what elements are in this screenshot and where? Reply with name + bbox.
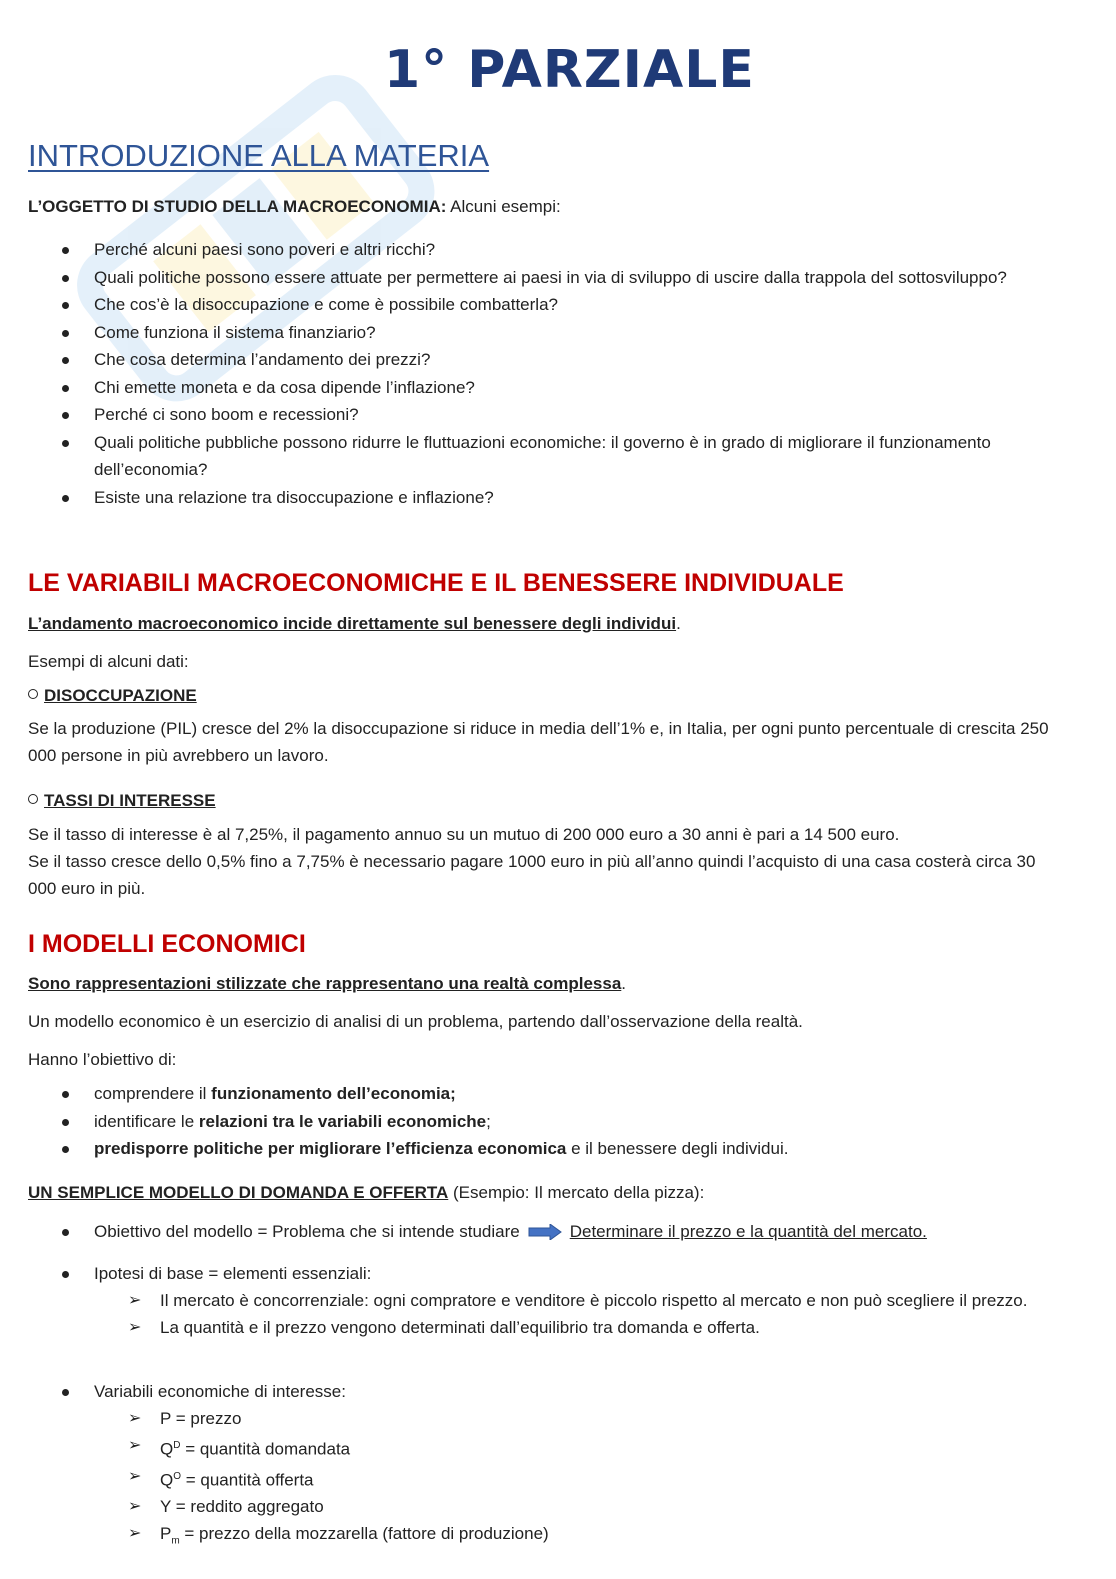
tassi-text-1: Se il tasso di interesse è al 7,25%, il pagamento annuo su un mutuo di 200 000 euro a 30 anni è pari a 14 500 euro. <box>28 825 900 844</box>
arrowhead-bullet-icon: ➢ <box>128 1525 142 1543</box>
examples-label: Esempi di alcuni dati: <box>28 652 189 671</box>
section-heading-variabili: LE VARIABILI MACROECONOMICHE E IL BENESSERE INDIVIDUALE <box>28 569 844 597</box>
list-item: Esiste una relazione tra disoccupazione e inflazione? <box>28 484 1028 512</box>
questions-list <box>28 236 1028 511</box>
list-item <box>28 1463 1068 1494</box>
model-heading <box>28 1179 704 1206</box>
section3-lead-end: . <box>621 974 627 993</box>
list-item <box>28 1432 1068 1463</box>
section3-lead <box>28 970 626 997</box>
list-item: Che cos’è la disoccupazione e come è possibile combatterla? <box>28 291 1028 319</box>
arrowhead-bullet-icon: ➢ <box>128 1498 142 1516</box>
variable-symbol: Q <box>160 1439 174 1459</box>
list-item: Quali politiche possono essere attuate per permettere ai paesi in via di sviluppo di uscire dalla trappola del sottosviluppo? <box>28 264 1028 292</box>
variable-text: = prezzo della mozzarella (fattore di produzione) <box>179 1524 549 1544</box>
list-item: Variabili economiche di interesse: <box>28 1378 1068 1406</box>
page-title: 1° PARZIALE <box>384 40 755 100</box>
arrowhead-bullet-icon: ➢ <box>128 1467 142 1485</box>
disoccupazione-text: Se la produzione (PIL) cresce del 2% la disoccupazione si riduce in media dell’1% e, in Italia, per ogni punto percentuale di crescita 250 000 persone in più avrebbero un lavoro. <box>28 719 1049 765</box>
section2-lead-end: . <box>676 614 681 633</box>
hypothesis-text: La quantità e il prezzo vengono determinati dall’equilibrio tra domanda e offerta. <box>160 1318 760 1337</box>
goal-text: e il benessere degli individui. <box>566 1139 789 1158</box>
subsection-disoccupazione <box>28 682 197 709</box>
list-item <box>28 1080 1028 1108</box>
list-item: Perché alcuni paesi sono poveri e altri ricchi? <box>28 236 1028 264</box>
list-item: Perché ci sono boom e recessioni? <box>28 401 1028 429</box>
list-item: Quali politiche pubbliche possono ridurre le fluttuazioni economiche: il governo è in grado di migliorare il funzionamento dell’economia? <box>28 429 1028 484</box>
hypothesis-text: Il mercato è concorrenziale: ogni compratore e venditore è piccolo rispetto al mercato e non può scegliere il prezzo. <box>160 1291 1028 1310</box>
goal-text: comprendere il <box>94 1084 212 1103</box>
variable-symbol: Q <box>160 1470 174 1490</box>
section2-lead <box>28 610 681 637</box>
variable-text: P = prezzo <box>160 1409 242 1428</box>
objective-target: Determinare il prezzo e la quantità del mercato. <box>569 1222 927 1241</box>
arrowhead-bullet-icon: ➢ <box>128 1319 142 1336</box>
variable-superscript: O <box>173 1470 182 1482</box>
intro-rest: Alcuni esempi: <box>446 197 561 216</box>
variable-symbol: P <box>160 1524 172 1544</box>
list-item <box>28 1405 1068 1432</box>
arrowhead-bullet-icon: ➢ <box>128 1437 142 1454</box>
goal-text: identificare le <box>94 1111 199 1131</box>
section2-lead-bold: L’andamento macroeconomico incide direttamente sul benessere degli individui <box>28 614 677 633</box>
subsection-title: DISOCCUPAZIONE <box>44 686 197 705</box>
section3-para1: Un modello economico è un esercizio di analisi di un problema, partendo dall’osservazione della realtà. <box>28 1012 803 1031</box>
circle-bullet-icon <box>28 794 38 804</box>
list-item <box>28 1135 1028 1163</box>
section-heading-modelli: I MODELLI ECONOMICI <box>28 930 306 958</box>
intro-bold: L’OGGETTO DI STUDIO DELLA MACROECONOMIA: <box>28 197 447 216</box>
goals-list <box>28 1080 1028 1163</box>
list-item <box>28 1108 1028 1136</box>
goal-bold: funzionamento dell’economia; <box>211 1084 456 1103</box>
model-objective-list <box>28 1218 1068 1246</box>
section3-para2: Hanno l’obiettivo di: <box>28 1050 177 1069</box>
list-item: Chi emette moneta e da cosa dipende l’inflazione? <box>28 374 1028 402</box>
intro-line <box>28 193 561 220</box>
subsection-title: TASSI DI INTERESSE <box>44 791 216 810</box>
list-item <box>28 1520 1068 1554</box>
hypothesis-subitems <box>28 1287 1068 1341</box>
list-item: Ipotesi di base = elementi essenziali: <box>28 1260 1068 1288</box>
model-rest: (Esempio: Il mercato della pizza): <box>448 1183 705 1202</box>
variable-superscript: D <box>173 1440 181 1451</box>
list-item: Come funziona il sistema finanziario? <box>28 319 1028 347</box>
circle-bullet-icon <box>28 689 38 699</box>
tassi-text-2: Se il tasso cresce dello 0,5% fino a 7,75% è necessario pagare 1000 euro in più all’anno quindi l’acquisto di una casa costerà circa 30 000 euro in più. <box>28 852 1036 898</box>
hypothesis-list <box>28 1260 1068 1288</box>
variable-text: Y = reddito aggregato <box>160 1497 324 1517</box>
arrowhead-bullet-icon: ➢ <box>128 1292 142 1309</box>
list-item <box>28 1314 1068 1341</box>
goal-text: ; <box>486 1111 491 1131</box>
list-item: Che cosa determina l’andamento dei prezzi? <box>28 346 1028 374</box>
model-title: UN SEMPLICE MODELLO DI DOMANDA E OFFERTA <box>28 1183 449 1202</box>
objective-text: Obiettivo del modello = Problema che si intende studiare <box>94 1222 520 1241</box>
goal-bold: relazioni tra le variabili economiche <box>198 1111 487 1131</box>
goal-bold: predisporre politiche per migliorare l’efficienza economica <box>94 1139 567 1158</box>
variable-subscript: m <box>171 1535 180 1547</box>
section-heading-introduzione: INTRODUZIONE ALLA MATERIA <box>28 138 490 173</box>
arrowhead-bullet-icon: ➢ <box>128 1410 142 1427</box>
list-item <box>28 1493 1068 1520</box>
variable-text: = quantità domandata <box>180 1439 351 1459</box>
arrow-right-icon <box>528 1224 562 1240</box>
variables-subitems <box>28 1405 1068 1555</box>
subsection-tassi <box>28 787 216 814</box>
list-item <box>28 1218 1068 1246</box>
section3-lead-bold: Sono rappresentazioni stilizzate che rappresentano una realtà complessa <box>28 974 622 993</box>
list-item <box>28 1287 1068 1314</box>
variable-text: = quantità offerta <box>181 1470 314 1490</box>
variables-list <box>28 1378 1068 1406</box>
